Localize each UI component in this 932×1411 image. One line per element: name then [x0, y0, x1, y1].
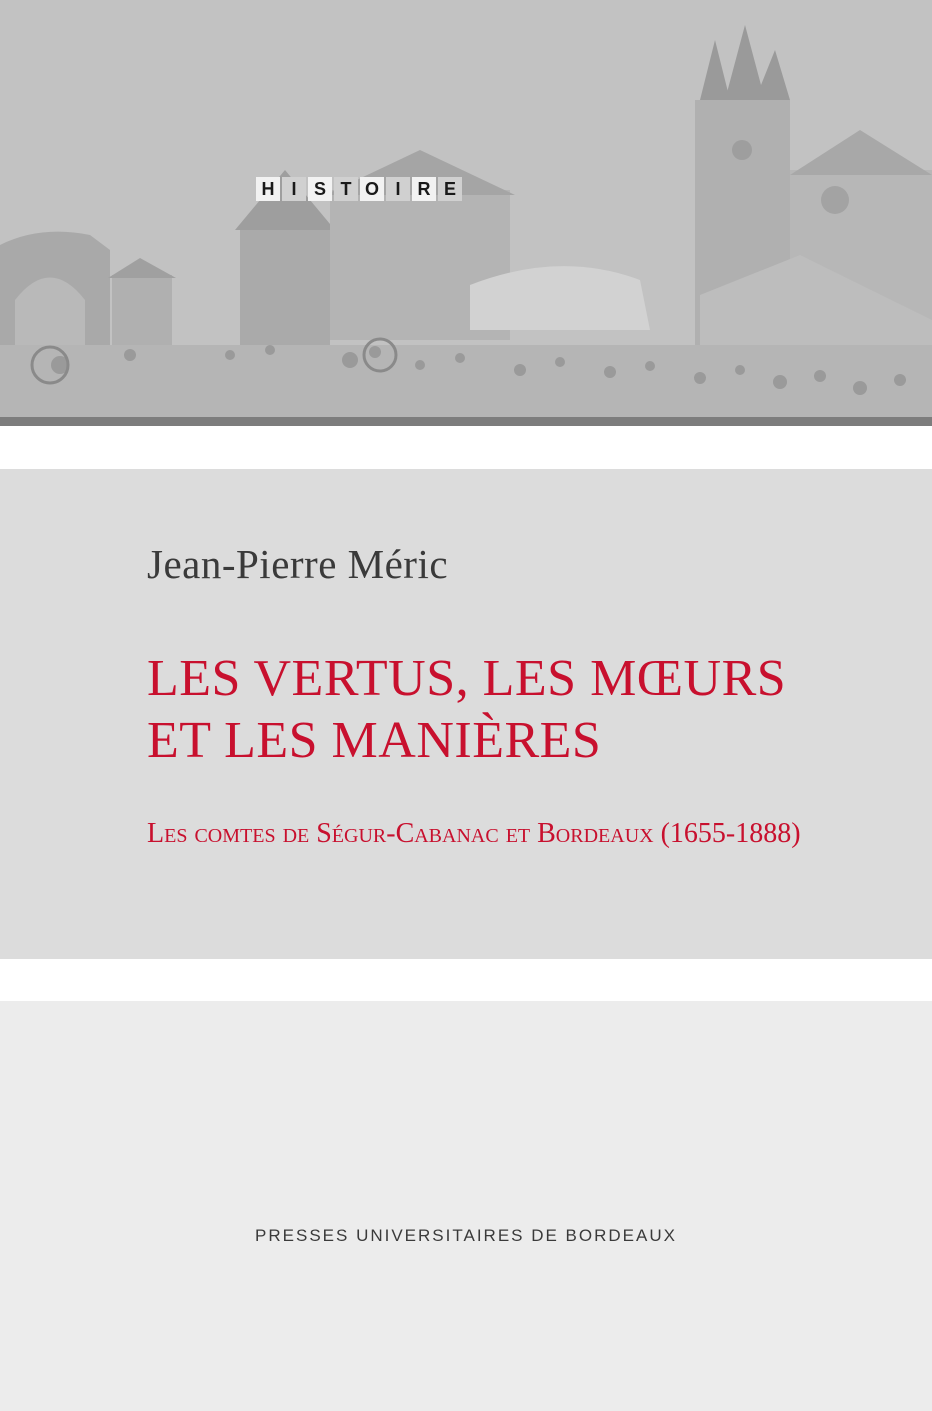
- illustration-border: [0, 417, 932, 426]
- series-letter: I: [386, 177, 410, 201]
- book-title-line-1: LES VERTUS, LES MŒURS: [147, 650, 787, 707]
- series-letter: H: [256, 177, 280, 201]
- town-scene-engraving: [0, 0, 932, 417]
- publisher-name: PRESSES UNIVERSITAIRES DE BORDEAUX: [255, 1226, 677, 1245]
- cover-illustration: [0, 0, 932, 417]
- series-letter: T: [334, 177, 358, 201]
- book-subtitle: Les comtes de Ségur-Cabanac et Bordeaux (1655-1888): [147, 818, 801, 849]
- series-letter: O: [360, 177, 384, 201]
- series-letter: S: [308, 177, 332, 201]
- book-title-line-2: ET LES MANIÈRES: [147, 712, 602, 769]
- series-letter: E: [438, 177, 462, 201]
- book-title: [147, 648, 907, 772]
- series-label-histoire: [256, 177, 462, 201]
- series-letter: I: [282, 177, 306, 201]
- author-name: Jean-Pierre Méric: [147, 541, 449, 587]
- series-letter: R: [412, 177, 436, 201]
- publisher-band: [0, 1001, 932, 1411]
